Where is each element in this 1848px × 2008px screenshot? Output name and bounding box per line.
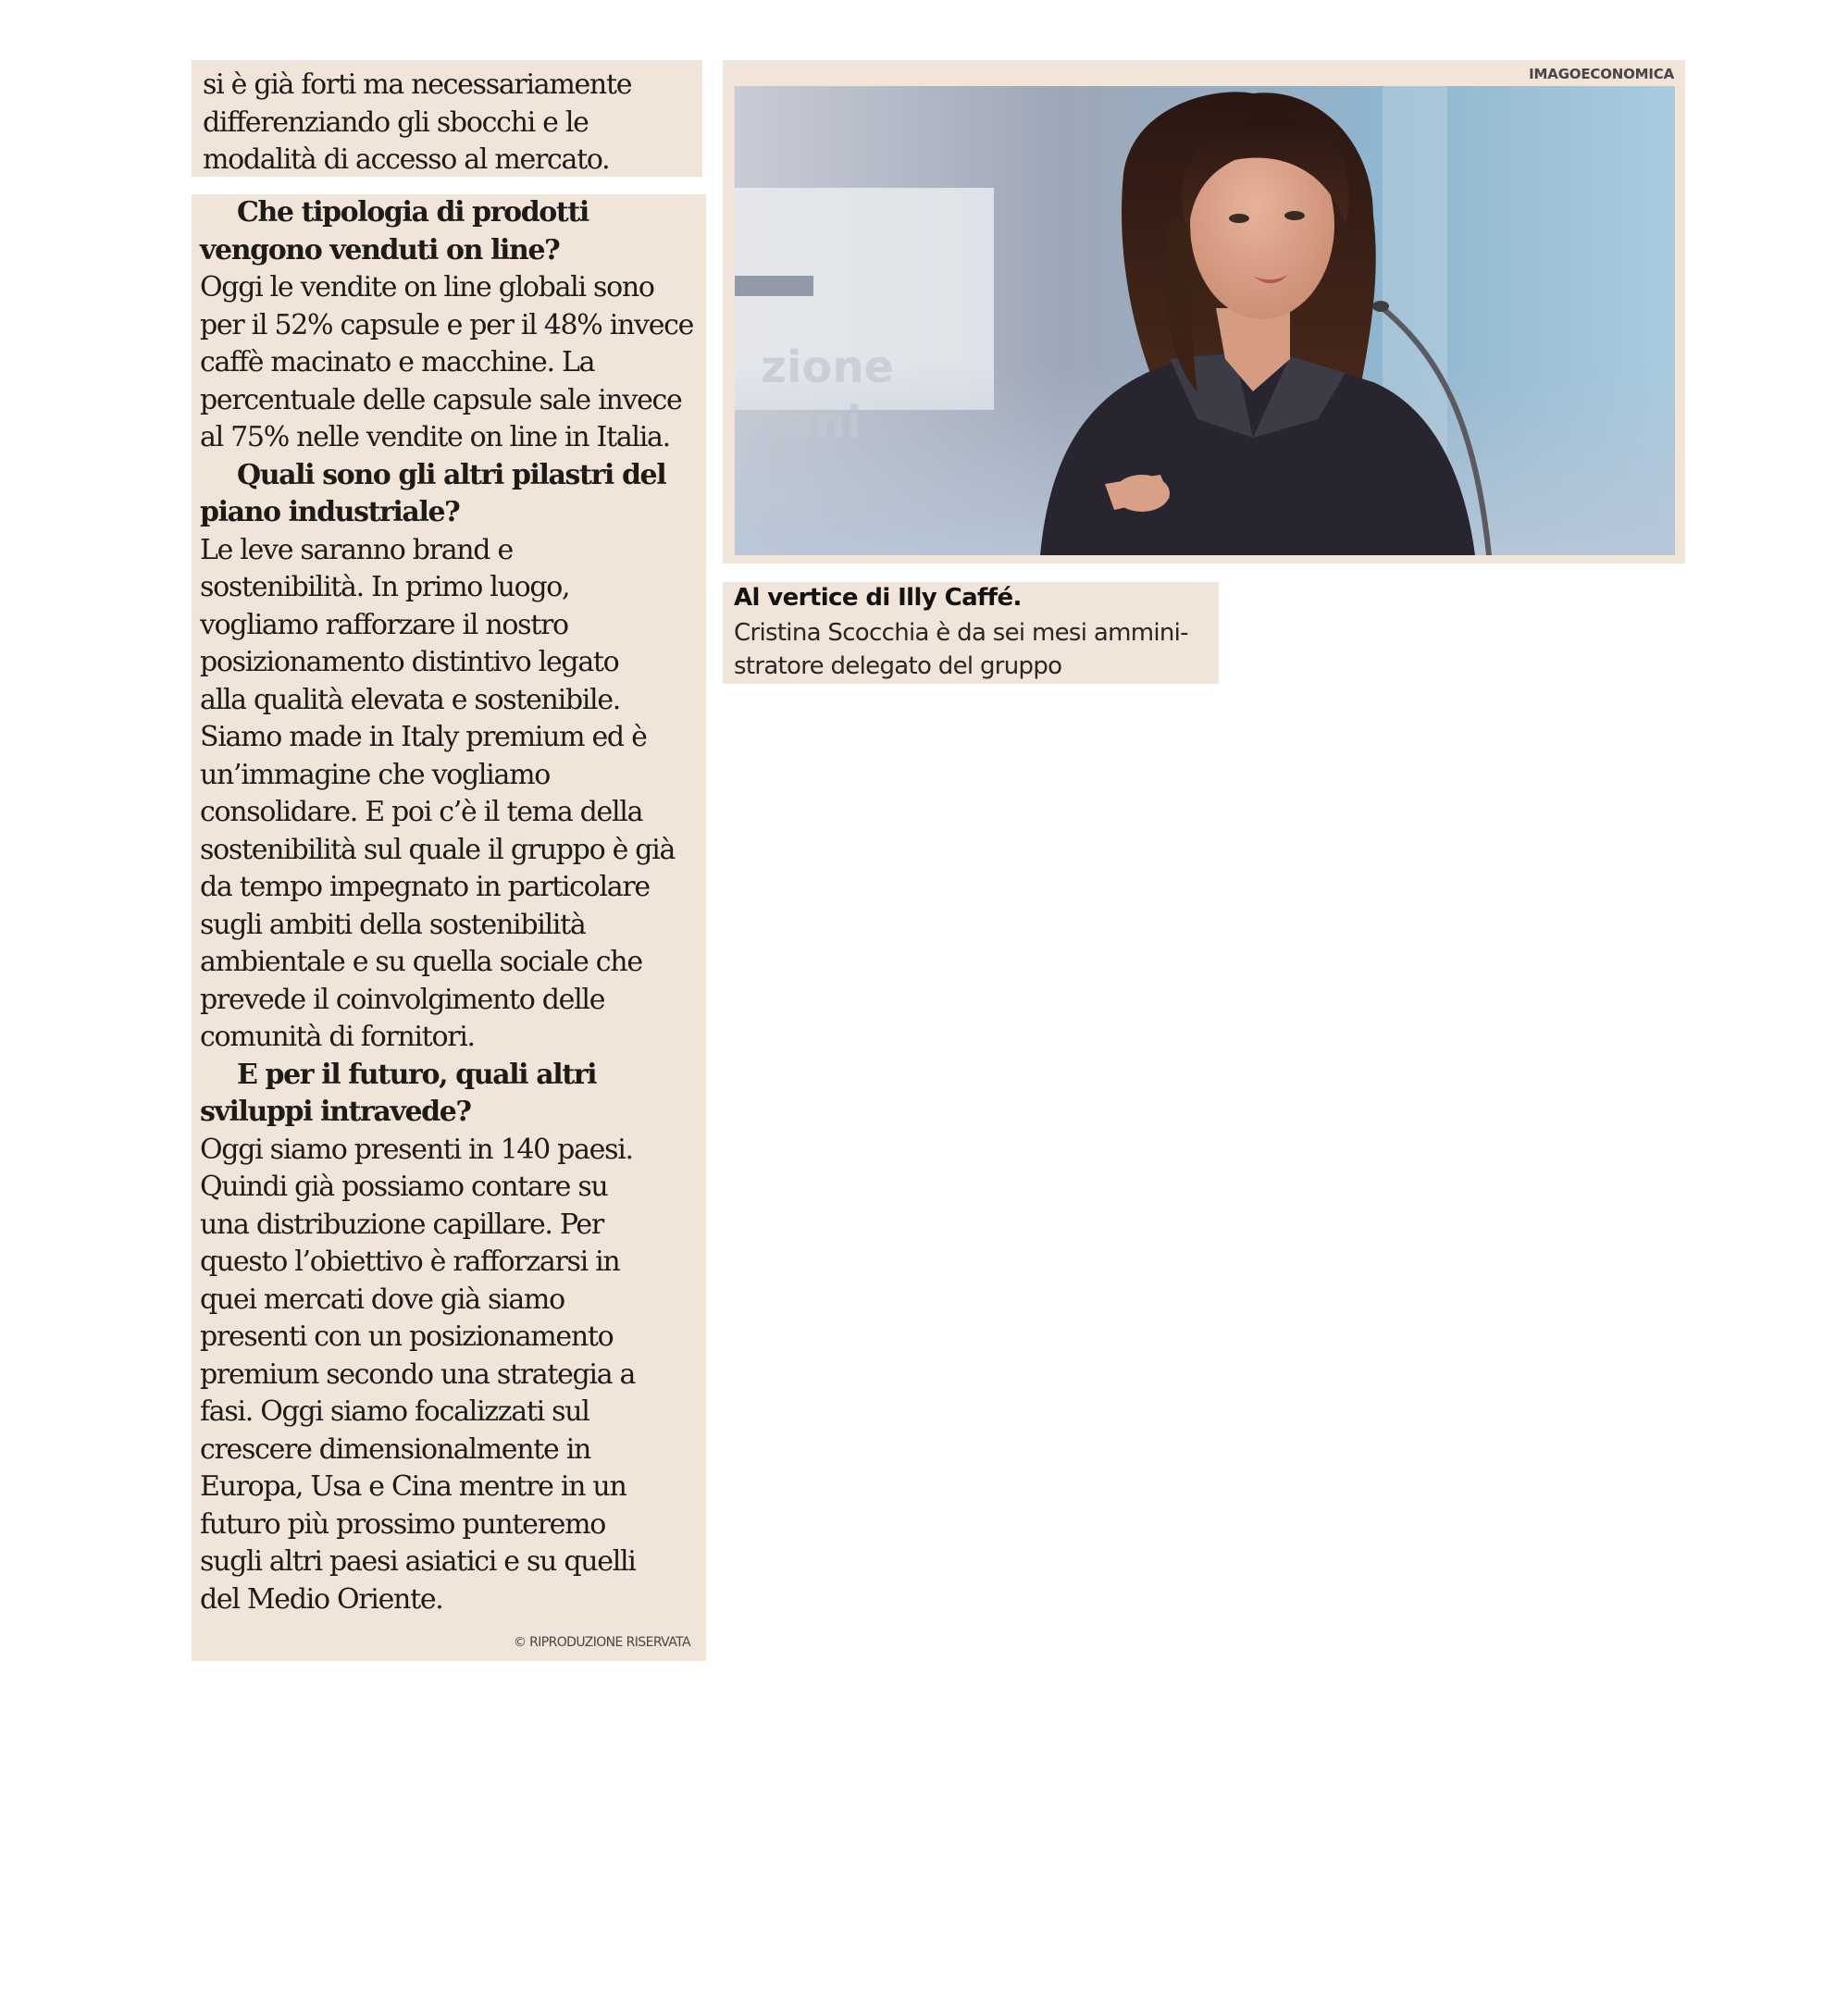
answer-line: Siamo made in Italy premium ed è [200, 721, 647, 753]
question-heading: E per il futuro, quali altri [237, 1058, 597, 1091]
text-line: si è già forti ma necessariamente [203, 68, 632, 101]
answer-line: caffè macinato e macchine. La [200, 346, 595, 378]
answer-line: consolidare. E poi c’è il tema della [200, 796, 643, 828]
answer-line: sostenibilità sul quale il gruppo è già [200, 833, 676, 866]
answer-line: sugli altri paesi asiatici e su quelli [200, 1545, 636, 1578]
interview-body [200, 194, 700, 1618]
answer-line: vogliamo rafforzare il nostro [200, 608, 568, 641]
answer-line: al 75% nelle vendite on line in Italia. [200, 421, 670, 453]
answer-line: Le leve saranno brand e [200, 533, 513, 566]
answer-line: futuro più prossimo punteremo [200, 1507, 605, 1541]
caption-line: stratore delegato del gruppo [734, 652, 1062, 680]
answer-line: Oggi le vendite on line globali sono [200, 271, 654, 304]
answer-line: percentuale delle capsule sale invece [200, 383, 682, 416]
answer-line: sugli ambiti della sostenibilità [200, 908, 586, 941]
answer-line: prevede il coinvolgimento delle [200, 983, 605, 1016]
answer-line: presenti con un posizionamento [200, 1320, 614, 1353]
answer-line: per il 52% capsule e per il 48% invece [200, 308, 694, 341]
answer-line: ambientale e su quella sociale che [200, 946, 642, 978]
answer-line: posizionamento distintivo legato [200, 646, 619, 678]
answer-line: fasi. Oggi siamo focalizzati sul [200, 1395, 589, 1428]
article-intro-box [192, 60, 702, 177]
question-heading: vengono venduti on line? [200, 233, 560, 266]
text-line: modalità di accesso al mercato. [203, 143, 610, 176]
photo-credit: IMAGOECONOMICA [1529, 66, 1674, 82]
answer-line: Quindi già possiamo contare su [200, 1171, 608, 1203]
text-line: differenziando gli sbocchi e le [203, 105, 589, 139]
portrait-photo [735, 86, 1675, 555]
answer-line: quei mercati dove già siamo [200, 1283, 564, 1316]
answer-line: del Medio Oriente. [200, 1582, 443, 1616]
answer-line: alla qualità elevata e sostenibile. [200, 683, 621, 716]
question-heading: Che tipologia di prodotti [237, 196, 589, 229]
answer-line: sostenibilità. In primo luogo, [200, 571, 570, 603]
answer-line: Europa, Usa e Cina mentre in un [200, 1470, 626, 1503]
question-heading: Quali sono gli altri pilastri del [237, 458, 666, 491]
answer-line: premium secondo una strategia a [200, 1357, 636, 1391]
question-heading: piano industriale? [200, 496, 460, 528]
answer-line: Oggi siamo presenti in 140 paesi. [200, 1133, 633, 1166]
photo-box [723, 60, 1685, 564]
caption-body [734, 616, 1188, 683]
answer-line: una distribuzione capillare. Per [200, 1208, 603, 1241]
answer-line: questo l’obiettivo è rafforzarsi in [200, 1246, 620, 1278]
article-intro-text [203, 67, 702, 180]
answer-line: da tempo impegnato in particolare [200, 871, 650, 903]
photo-caption-box [723, 582, 1219, 684]
article-interview-box [192, 194, 706, 1661]
answer-line: comunità di fornitori. [200, 1021, 475, 1053]
answer-line: un’immagine che vogliamo [200, 758, 550, 791]
caption-title: Al vertice di Illy Caffé. [734, 584, 1022, 612]
copyright-notice: © RIPRODUZIONE RISERVATA [513, 1635, 690, 1650]
caption-line: Cristina Scocchia è da sei mesi ammini- [734, 619, 1188, 647]
question-heading: sviluppi intravede? [200, 1096, 471, 1128]
answer-line: crescere dimensionalmente in [200, 1432, 591, 1466]
